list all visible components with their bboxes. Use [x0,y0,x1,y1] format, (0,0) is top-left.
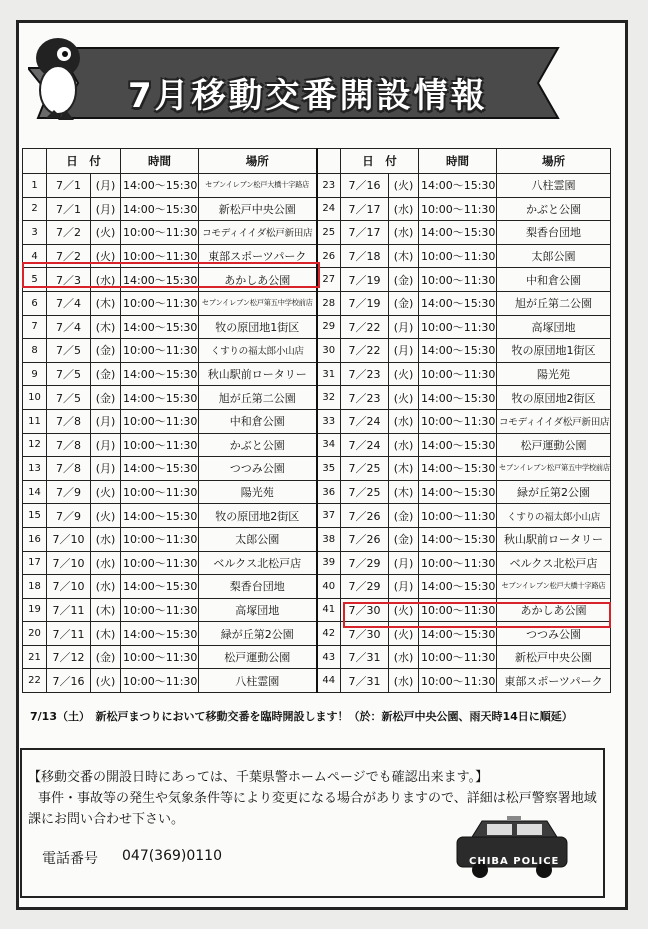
row-place: あかしあ公園 [199,268,317,292]
table-row [23,480,611,504]
row-day: (金) [91,339,121,363]
table-row [23,504,611,528]
row-time: 14:00〜15:30 [419,339,497,363]
row-day: (水) [91,527,121,551]
row-day: (水) [389,197,419,221]
info-body: 事件・事故等の発生や気象条件等により変更になる場合がありますので、詳細は松戸警察署地域課にお問い合わせ下さい。 [28,791,597,827]
row-no: 43 [317,645,341,669]
row-place: 牧の原団地1街区 [199,315,317,339]
row-day: (火) [389,362,419,386]
festival-note: 7/13（土） 新松戸まつりにおいて移動交番を臨時開設します！（於：新松戸中央公園、雨天時14日に順延） [30,710,573,723]
row-no: 11 [23,409,47,433]
row-time: 10:00〜11:30 [121,669,199,693]
col-date: 日 付 [47,149,121,174]
row-time: 14:00〜15:30 [121,622,199,646]
table-header-row [23,149,611,174]
row-date: 7／22 [341,315,389,339]
row-day: (金) [389,268,419,292]
row-no: 38 [317,527,341,551]
table-row [23,645,611,669]
row-place: 秋山駅前ロータリー [497,527,611,551]
row-no: 19 [23,598,47,622]
row-place: セブンイレブン松戸第五中学校前店 [199,291,317,315]
row-place: ベルクス北松戸店 [199,551,317,575]
row-day: (木) [91,291,121,315]
table-row [23,174,611,198]
row-no: 5 [23,268,47,292]
row-time: 10:00〜11:30 [419,598,497,622]
row-place: 陽光苑 [497,362,611,386]
row-day: (火) [389,174,419,198]
row-day: (金) [389,504,419,528]
row-place: 梨香台団地 [497,221,611,245]
row-date: 7／25 [341,457,389,481]
row-place: 松戸運動公園 [199,645,317,669]
car-label: CHIBA POLICE [469,856,560,867]
row-day: (木) [91,598,121,622]
row-time: 14:00〜15:30 [419,221,497,245]
row-day: (木) [389,457,419,481]
row-day: (火) [389,598,419,622]
police-car-icon [452,815,572,880]
row-place: 東部スポーツパーク [199,244,317,268]
row-day: (水) [91,268,121,292]
row-no: 33 [317,409,341,433]
row-place: 太郎公園 [497,244,611,268]
row-time: 10:00〜11:30 [121,598,199,622]
row-date: 7／25 [341,480,389,504]
row-place: コモディイイダ松戸新田店 [497,409,611,433]
row-day: (月) [91,174,121,198]
table-row [23,197,611,221]
row-day: (月) [389,315,419,339]
row-date: 7／22 [341,339,389,363]
row-date: 7／17 [341,221,389,245]
row-no: 12 [23,433,47,457]
table-row [23,457,611,481]
row-time: 14:00〜15:30 [419,174,497,198]
row-time: 10:00〜11:30 [121,221,199,245]
row-time: 10:00〜11:30 [121,645,199,669]
row-no: 32 [317,386,341,410]
row-time: 14:00〜15:30 [419,527,497,551]
row-place: 中和倉公園 [497,268,611,292]
row-no: 28 [317,291,341,315]
row-time: 10:00〜11:30 [419,315,497,339]
col-date: 日 付 [341,149,419,174]
row-date: 7／2 [47,221,91,245]
row-time: 14:00〜15:30 [419,291,497,315]
row-place: つつみ公園 [497,622,611,646]
row-no: 36 [317,480,341,504]
row-time: 14:00〜15:30 [121,268,199,292]
row-date: 7／24 [341,409,389,433]
row-place: 牧の原団地2街区 [497,386,611,410]
row-date: 7／26 [341,527,389,551]
row-time: 10:00〜11:30 [419,244,497,268]
row-time: 10:00〜11:30 [419,197,497,221]
row-date: 7／4 [47,291,91,315]
table-row [23,339,611,363]
row-time: 10:00〜11:30 [419,504,497,528]
row-day: (月) [389,575,419,599]
row-time: 10:00〜11:30 [419,362,497,386]
row-time: 14:00〜15:30 [121,362,199,386]
row-date: 7／26 [341,504,389,528]
row-no: 2 [23,197,47,221]
row-date: 7／18 [341,244,389,268]
row-day: (金) [389,527,419,551]
row-time: 10:00〜11:30 [419,645,497,669]
row-date: 7／19 [341,291,389,315]
row-day: (月) [91,197,121,221]
row-time: 14:00〜15:30 [121,386,199,410]
row-day: (水) [389,669,419,693]
table-row [23,386,611,410]
row-no: 15 [23,504,47,528]
row-date: 7／23 [341,362,389,386]
row-day: (月) [389,339,419,363]
table-row [23,669,611,693]
phone-number: 047(369)0110 [122,848,222,864]
row-place: 新松戸中央公園 [497,645,611,669]
table-row [23,315,611,339]
row-time: 14:00〜15:30 [121,504,199,528]
row-no: 14 [23,480,47,504]
row-day: (水) [389,645,419,669]
table-row [23,409,611,433]
row-date: 7／1 [47,174,91,198]
row-place: 緑が丘第2公園 [497,480,611,504]
row-date: 7／5 [47,362,91,386]
row-date: 7／12 [47,645,91,669]
row-time: 14:00〜15:30 [121,174,199,198]
row-day: (金) [91,386,121,410]
row-time: 14:00〜15:30 [121,197,199,221]
highlight-row-5 [22,262,320,288]
row-no: 13 [23,457,47,481]
row-place: 高塚団地 [497,315,611,339]
row-date: 7／11 [47,598,91,622]
row-date: 7／11 [47,622,91,646]
row-place: あかしあ公園 [497,598,611,622]
row-no: 35 [317,457,341,481]
row-day: (火) [389,386,419,410]
row-place: ベルクス北松戸店 [497,551,611,575]
row-date: 7／1 [47,197,91,221]
col-place: 場所 [497,149,611,174]
row-time: 14:00〜15:30 [121,575,199,599]
row-place: つつみ公園 [199,457,317,481]
row-time: 10:00〜11:30 [419,268,497,292]
row-place: 梨香台団地 [199,575,317,599]
row-no: 25 [317,221,341,245]
row-date: 7／2 [47,244,91,268]
row-day: (水) [389,409,419,433]
row-date: 7／8 [47,433,91,457]
row-time: 10:00〜11:30 [419,409,497,433]
row-no: 26 [317,244,341,268]
row-place: 旭が丘第二公園 [199,386,317,410]
row-time: 14:00〜15:30 [419,386,497,410]
page-title: 7月移動交番開設情報 [128,76,488,116]
row-no: 4 [23,244,47,268]
row-time: 10:00〜11:30 [121,339,199,363]
row-day: (火) [91,669,121,693]
row-no: 1 [23,174,47,198]
row-date: 7／31 [341,645,389,669]
table-row [23,221,611,245]
row-no: 9 [23,362,47,386]
row-place: 八柱霊園 [497,174,611,198]
row-date: 7／5 [47,386,91,410]
title-banner [28,28,588,128]
row-no: 27 [317,268,341,292]
row-place: かぶと公園 [199,433,317,457]
row-date: 7／10 [47,527,91,551]
row-place: 松戸運動公園 [497,433,611,457]
row-date: 7／30 [341,598,389,622]
row-date: 7／29 [341,575,389,599]
row-place: かぶと公園 [497,197,611,221]
row-no: 21 [23,645,47,669]
row-date: 7／8 [47,409,91,433]
row-date: 7／17 [341,197,389,221]
row-day: (木) [389,244,419,268]
row-no: 44 [317,669,341,693]
row-place: くすりの福太郎小山店 [199,339,317,363]
row-time: 10:00〜11:30 [121,480,199,504]
col-no [317,149,341,174]
row-no: 39 [317,551,341,575]
table-row [23,551,611,575]
col-no [23,149,47,174]
row-date: 7／30 [341,622,389,646]
row-place: 中和倉公園 [199,409,317,433]
row-time: 14:00〜15:30 [419,433,497,457]
row-place: 太郎公園 [199,527,317,551]
row-place: 牧の原団地2街区 [199,504,317,528]
row-no: 7 [23,315,47,339]
row-place: 緑が丘第2公園 [199,622,317,646]
row-date: 7／16 [341,174,389,198]
row-date: 7／29 [341,551,389,575]
row-no: 41 [317,598,341,622]
row-no: 42 [317,622,341,646]
row-date: 7／10 [47,551,91,575]
row-no: 8 [23,339,47,363]
row-no: 10 [23,386,47,410]
row-no: 40 [317,575,341,599]
row-place: 陽光苑 [199,480,317,504]
row-place: 新松戸中央公園 [199,197,317,221]
row-time: 14:00〜15:30 [419,457,497,481]
row-day: (木) [91,315,121,339]
row-date: 7／8 [47,457,91,481]
row-place: くすりの福太郎小山店 [497,504,611,528]
row-day: (火) [91,221,121,245]
row-date: 7／9 [47,480,91,504]
row-day: (木) [389,480,419,504]
row-date: 7／24 [341,433,389,457]
row-no: 30 [317,339,341,363]
highlight-row-41 [343,602,611,628]
mascot-icon [28,28,88,123]
row-day: (火) [91,504,121,528]
row-no: 37 [317,504,341,528]
row-day: (水) [389,221,419,245]
row-time: 10:00〜11:30 [121,244,199,268]
row-time: 10:00〜11:30 [121,551,199,575]
row-place: セブンイレブン松戸大橋十字路店 [199,174,317,198]
table-row [23,433,611,457]
row-day: (月) [91,433,121,457]
row-time: 14:00〜15:30 [419,480,497,504]
row-date: 7／4 [47,315,91,339]
col-time: 時間 [121,149,199,174]
row-place: コモディイイダ松戸新田店 [199,221,317,245]
row-no: 22 [23,669,47,693]
col-time: 時間 [419,149,497,174]
row-place: 東部スポーツパーク [497,669,611,693]
row-place: 秋山駅前ロータリー [199,362,317,386]
row-time: 10:00〜11:30 [121,433,199,457]
row-no: 29 [317,315,341,339]
row-date: 7／19 [341,268,389,292]
row-no: 3 [23,221,47,245]
row-date: 7／16 [47,669,91,693]
row-no: 34 [317,433,341,457]
row-place: 旭が丘第二公園 [497,291,611,315]
row-no: 6 [23,291,47,315]
col-place: 場所 [199,149,317,174]
phone-label: 電話番号 [42,851,98,867]
row-day: (金) [389,291,419,315]
row-day: (金) [91,362,121,386]
row-day: (木) [91,622,121,646]
row-day: (水) [91,575,121,599]
row-time: 14:00〜15:30 [419,575,497,599]
info-header: 【移動交番の開設日時にあっては、千葉県警ホームページでも確認出来ます。】 [28,770,489,785]
row-no: 17 [23,551,47,575]
table-row [23,291,611,315]
row-date: 7／23 [341,386,389,410]
row-date: 7／5 [47,339,91,363]
row-date: 7／3 [47,268,91,292]
table-row [23,575,611,599]
row-no: 23 [317,174,341,198]
row-no: 20 [23,622,47,646]
row-time: 10:00〜11:30 [121,527,199,551]
row-time: 14:00〜15:30 [121,457,199,481]
row-place: 牧の原団地1街区 [497,339,611,363]
row-day: (金) [91,645,121,669]
row-time: 10:00〜11:30 [121,409,199,433]
table-row [23,362,611,386]
row-date: 7／31 [341,669,389,693]
row-time: 10:00〜11:30 [419,669,497,693]
table-row [23,527,611,551]
row-time: 10:00〜11:30 [121,291,199,315]
row-no: 16 [23,527,47,551]
row-date: 7／10 [47,575,91,599]
row-no: 18 [23,575,47,599]
info-box [20,748,605,898]
row-place: 高塚団地 [199,598,317,622]
row-time: 10:00〜11:30 [419,551,497,575]
row-time: 14:00〜15:30 [419,622,497,646]
row-day: (月) [91,409,121,433]
row-day: (水) [389,433,419,457]
row-day: (水) [91,551,121,575]
row-place: 八柱霊園 [199,669,317,693]
row-place: セブンイレブン松戸大橋十字路店 [497,575,611,599]
row-time: 14:00〜15:30 [121,315,199,339]
row-day: (火) [91,480,121,504]
row-day: (火) [389,622,419,646]
row-day: (火) [91,244,121,268]
row-no: 24 [317,197,341,221]
row-day: (月) [91,457,121,481]
row-date: 7／9 [47,504,91,528]
row-place: セブンイレブン松戸第五中学校前店 [497,457,611,481]
row-day: (月) [389,551,419,575]
row-no: 31 [317,362,341,386]
